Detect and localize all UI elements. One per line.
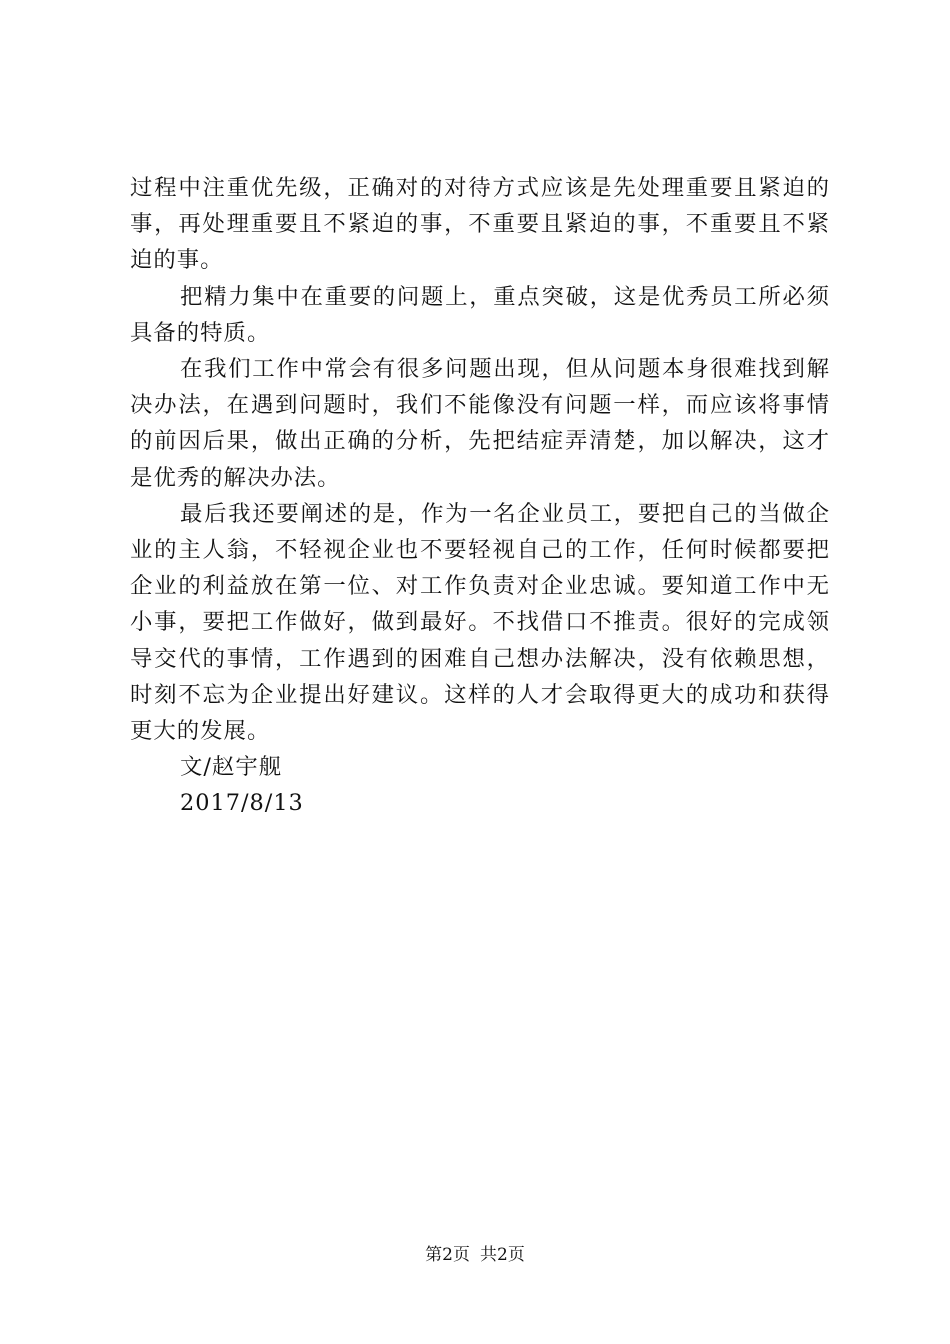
paragraph-problem-solving: 在我们工作中常会有很多问题出现，但从问题本身很难找到解决办法，在遇到问题时，我们不能像没有问题一样，而应该将事情的前因后果，做出正确的分析，先把结症弄清楚，加以解决，这才是优秀的解决办法。 xyxy=(130,356,830,491)
paragraph-conclusion: 最后我还要阐述的是，作为一名企业员工，要把自己的当做企业的主人翁，不轻视企业也不要轻视自己的工作，任何时候都要把企业的利益放在第一位、对工作负责对企业忠诚。要知道工作中无小事，要把工作做好，做到最好。不找借口不推责。很好的完成领导交代的事情，工作遇到的困难自己想办法解决，没有依赖思想，时刻不忘为企业提出好建议。这样的人才会取得更大的成功和获得更大的发展。 xyxy=(130,500,830,745)
document-date: 2017/8/13 xyxy=(180,790,304,817)
paragraph-focus: 把精力集中在重要的问题上，重点突破，这是优秀员工所必须具备的特质。 xyxy=(130,283,830,346)
document-body xyxy=(130,170,830,822)
page-number-current: 第2页 xyxy=(425,1245,470,1265)
paragraph-continuation: 过程中注重优先级，正确对的对待方式应该是先处理重要且紧迫的事，再处理重要且不紧迫的事，不重要且紧迫的事，不重要且不紧迫的事。 xyxy=(130,175,830,274)
page-footer xyxy=(0,1243,950,1267)
author-signature: 文/赵宇舰 xyxy=(180,754,283,781)
page-number-total: 共2页 xyxy=(480,1245,525,1265)
